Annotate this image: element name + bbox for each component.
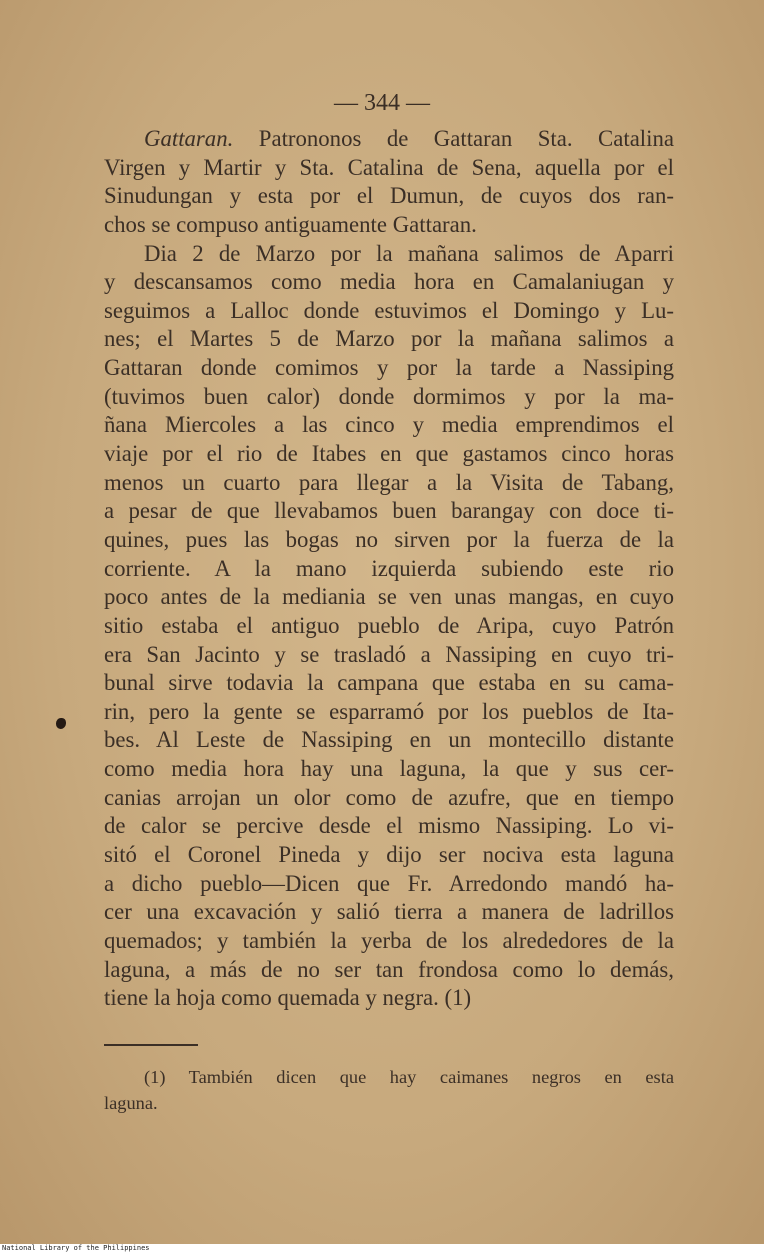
text-line: tiene la hoja como quemada y negra. (1) [104, 985, 472, 1011]
text-line: seguimos a Lalloc donde estuvimos el Domingo y Lu- [104, 297, 674, 323]
footnote-line: laguna. [104, 1093, 158, 1113]
text-line: era San Jacinto y se trasladó a Nassiping en cuyo tri- [104, 641, 674, 667]
text-line: como media hora hay una laguna, la que y sus cer- [104, 756, 674, 782]
text-line: poco antes de la mediania se ven unas mangas, en cuyo [104, 584, 674, 610]
text-line: de calor se percive desde el mismo Nassiping. Lo vi- [104, 813, 674, 839]
text-line: viaje por el rio de Itabes en que gastamos cinco horas [104, 441, 674, 467]
text-line: sitó el Coronel Pineda y dijo ser nociva esta laguna [104, 842, 674, 868]
text-line: corriente. A la mano izquierda subiendo este rio [104, 555, 674, 581]
body-text [104, 125, 674, 1013]
library-credit: National Library of the Philippines [2, 1244, 150, 1252]
text-line: nes; el Martes 5 de Marzo por la mañana salimos a [104, 326, 674, 352]
text-line: quemados; y también la yerba de los alrededores de la [104, 927, 674, 953]
text-line: laguna, a más de no ser tan frondosa como lo demás, [104, 956, 674, 982]
text-line: quines, pues las bogas no sirven por la fuerza de la [104, 526, 674, 552]
text-line: chos se compuso antiguamente Gattaran. [104, 211, 477, 237]
text-line: (tuvimos buen calor) donde dormimos y por la ma- [104, 383, 674, 409]
text-line: Gattaran donde comimos y por la tarde a Nassiping [104, 355, 674, 381]
text-line: y descansamos como media hora en Camalaniugan y [104, 269, 674, 295]
text-line: cer una excavación y salió tierra a manera de ladrillos [104, 899, 674, 925]
text-line: a dicho pueblo—Dicen que Fr. Arredondo mandó ha- [104, 870, 674, 896]
text-line: rin, pero la gente se esparramó por los pueblos de Ita- [104, 698, 674, 724]
scan-footer-strip [0, 1244, 764, 1253]
text-line: Virgen y Martir y Sta. Catalina de Sena, aquella por el [104, 154, 674, 180]
text-line: bunal sirve todavia la campana que estaba en su cama- [104, 670, 674, 696]
footnote-divider [104, 1044, 198, 1046]
ink-blot-mark [56, 718, 66, 729]
footnote [104, 1064, 674, 1116]
page-number: — 344 — [334, 90, 430, 116]
text-line: menos un cuarto para llegar a la Visita de Tabang, [104, 469, 674, 495]
text-line: a pesar de que llevabamos buen barangay con doce ti- [104, 498, 674, 524]
text-line-rest: Patrononos de Gattaran Sta. Catalina [258, 126, 674, 151]
text-line: sitio estaba el antiguo pueblo de Aripa, cuyo Patrón [104, 612, 674, 638]
text-line: Dia 2 de Marzo por la mañana salimos de Aparri [144, 240, 674, 266]
text-line: canias arrojan un olor como de azufre, que en tiempo [104, 784, 674, 810]
place-name-heading: Gattaran. [144, 126, 234, 151]
text-line: bes. Al Leste de Nassiping en un montecillo distante [104, 727, 674, 753]
footnote-line: (1) También dicen que hay caimanes negros en esta [144, 1067, 674, 1087]
text-line [104, 125, 674, 154]
text-line: Sinudungan y esta por el Dumun, de cuyos dos ran- [104, 183, 674, 209]
text-line: ñana Miercoles a las cinco y media emprendimos el [104, 412, 674, 438]
